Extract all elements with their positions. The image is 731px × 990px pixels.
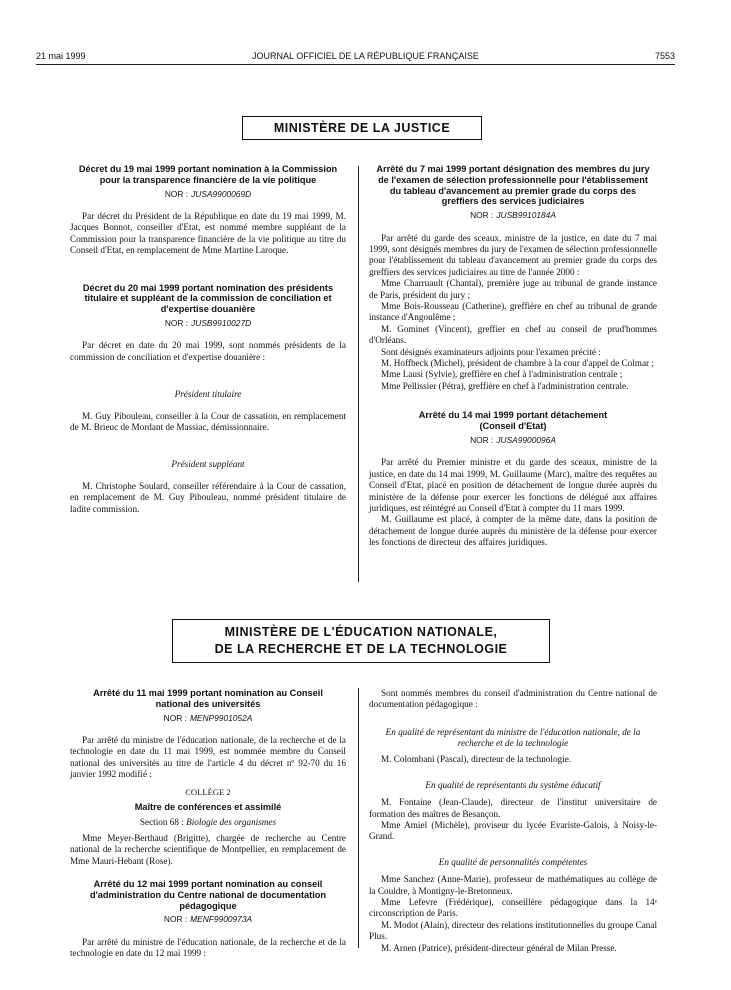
examinateurs-intro: Sont désignés examinateurs adjoints pour l'examen précité :	[381, 346, 601, 357]
sec1-left-column	[70, 164, 346, 515]
running-head-date: 21 mai 1999	[36, 51, 86, 61]
president-titulaire-heading: Président titulaire	[174, 389, 242, 400]
section-label: Section 68 :	[139, 817, 184, 828]
decree-20-mai-intro: Par décret en date du 20 mai 1999, sont nommés présidents de la commission de conciliation et d'expertise douanière :	[70, 340, 346, 362]
president-titulaire-body: M. Guy Pibouleau, conseiller à la Cour de cassation, en remplacement de M. Brieuc de Mordant de Massiac, démissionnaire.	[70, 410, 346, 433]
nor-label: NOR :	[163, 712, 187, 723]
arrete-14-mai-nor	[369, 435, 657, 446]
decree-19-mai-body: Par décret du Président de la République en date du 19 mai 1999, M. Jacques Bonnot, conseiller d'Etat, est nommé membre suppléant de la Commission pour la transparence financière de la vie politique au titre du Conseil d'Etat, en remplacement de Mme Martine Laroque.	[70, 211, 346, 256]
nor-code: JUSA9900069D	[191, 188, 252, 199]
cndp-intro: Sont nommés membres du conseil d'administration du Centre national de documentation pédagogique :	[369, 688, 657, 710]
member: Mme Amiel (Michèle), proviseur du lycée Evariste-Galois, à Noisy-le-Grand.	[369, 820, 657, 842]
nor-code: JUSB9910027D	[191, 318, 252, 329]
nor-code: MENF9900973A	[190, 914, 253, 925]
jury-member: M. Gominet (Vincent), greffier en chef au conseil de prud'hommes d'Orléans.	[369, 323, 657, 346]
sec1-column-rule	[358, 166, 359, 582]
member: M. Colombani (Pascal), directeur de la technologie.	[381, 754, 572, 765]
ministry-justice-banner	[242, 116, 482, 140]
nor-code: MENP9901052A	[189, 712, 253, 723]
member: M. Modot (Alain), directeur des relations institutionnelles du groupe Canal Plus.	[369, 919, 657, 942]
arrete-7-mai-nor	[369, 210, 657, 221]
examinateur: Mme Pellissier (Pétra), greffière en chef à l'administration centrale.	[381, 380, 629, 391]
decree-19-mai-title: Décret du 19 mai 1999 portant nomination à la Commission pour la transparence financière de la vie politique	[78, 164, 338, 185]
arrete-12-mai-nor	[70, 914, 346, 925]
representants-systeme-heading: En qualité de représentants du système éducatif	[425, 779, 601, 790]
arrete-11-mai-body: Par arrêté du ministre de l'éducation nationale, de la recherche et de la technologie en date du 11 mai 1999, est nommée membre du Conseil national des universités au titre de l'article 4 du décret nº 92-70 du 16 janvier 1992 modifié :	[70, 735, 346, 780]
arrete-12-mai-body: Par arrêté du ministre de l'éducation nationale, de la recherche et de la technologie en date du 12 mai 1999 :	[70, 936, 346, 959]
jury-member: Mme Bois-Rousseau (Catherine), greffière en chef au tribunal de grande instance d'Angoulême ;	[369, 301, 657, 323]
ministry-justice-title: MINISTÈRE DE LA JUSTICE	[273, 121, 451, 135]
arrete-14-mai-body-2: M. Guillaume est placé, à compter de la même date, dans la position de détachement de longue durée auprès du ministère de la défense pour exercer les fonctions de directeur des affaires juridiques.	[369, 514, 657, 548]
ministry-education-title-line1: MINISTÈRE DE L'ÉDUCATION NATIONALE,	[224, 625, 498, 639]
sec2-column-rule	[358, 688, 359, 948]
running-head-page: 7553	[654, 51, 675, 61]
ministry-education-banner	[172, 619, 550, 663]
jury-member: Mme Charruault (Chantal), première juge au tribunal de grande instance de Paris, président du jury ;	[369, 278, 657, 300]
decree-20-mai-title: Décret du 20 mai 1999 portant nomination des présidents titulaire et suppléant de la commission de conciliation et d'expertise douanière	[82, 282, 334, 315]
nor-label: NOR :	[470, 210, 494, 221]
decree-20-mai-nor	[70, 318, 346, 329]
ministry-education-title-line2: DE LA RECHERCHE ET DE LA TECHNOLOGIE	[214, 642, 508, 656]
personnalites-heading: En qualité de personnalités compétentes	[438, 856, 588, 867]
arrete-11-mai-nor	[70, 713, 346, 724]
member: M. Fontaine (Jean-Claude), directeur de l'institut universitaire de formation des maîtres de Besançon.	[369, 797, 657, 819]
section-name: Biologie des organismes	[186, 817, 277, 828]
arrete-11-mai-title: Arrêté du 11 mai 1999 portant nomination au Conseil national des universités	[93, 688, 323, 709]
arrete-7-mai-intro: Par arrêté du garde des sceaux, ministre de la justice, en date du 7 mai 1999, sont désignés membres du jury de l'examen de sélection professionnelle pour l'établissement du tableau d'avancement au premier grade du corps des greffiers des services judiciaires au titre de l'année 2000 :	[369, 232, 657, 277]
nor-code: JUSA9900096A	[496, 434, 556, 445]
running-head-rule	[36, 64, 675, 65]
college-heading: COLLÈGE 2	[185, 786, 231, 797]
examinateur: Mme Lausi (Sylvie), greffière en chef à l'administration centrale ;	[381, 369, 623, 380]
sec2-right-column	[369, 688, 657, 954]
sec2-left-column	[70, 688, 346, 960]
president-suppleant-body: M. Christophe Soulard, conseiller référendaire à la Cour de cassation, en remplacement de M. Guy Pibouleau, nommé président titulaire de ladite commission.	[70, 480, 346, 514]
grade-heading: Maître de conférences et assimilé	[134, 802, 282, 813]
arrete-12-mai-title: Arrêté du 12 mai 1999 portant nomination au conseil d'administration du Centre national de documentation pédagogique	[90, 879, 326, 911]
section-heading	[70, 817, 346, 828]
president-suppleant-heading: Président suppléant	[171, 459, 245, 470]
examinateur: M. Hoffbeck (Michel), président de chambre à la cour d'appel de Colmar ;	[381, 358, 654, 369]
member: Mme Sanchez (Anne-Marie), professeur de mathématiques au collège de la Couldre, à Montigny-le-Bretonneux.	[369, 874, 657, 896]
arrete-14-mai-title: Arrêté du 14 mai 1999 portant détachement (Conseil d'Etat)	[418, 410, 608, 432]
nomination-body: Mme Meyer-Berthaud (Brigitte), chargée de recherche au Centre national de la recherche scientifique de Montpellier, en remplacement de Mme Mauri-Hebant (Rose).	[70, 832, 346, 866]
arrete-7-mai-title: Arrêté du 7 mai 1999 portant désignation des membres du jury de l'examen de sélection professionnelle pour l'établissement du tableau d'avancement au premier grade du corps des greffiers des services judiciaires	[376, 164, 650, 207]
nor-code: JUSB9910184A	[496, 210, 556, 221]
representant-ministre-heading: En qualité de représentant du ministre de l'éducation nationale, de la recherche et de la technologie	[385, 726, 641, 748]
nor-label: NOR :	[470, 434, 494, 445]
member: Mme Lefevre (Frédérique), conseillère pédagogique dans la 14ᵉ circonscription de Paris.	[369, 897, 657, 919]
nor-label: NOR :	[163, 914, 188, 925]
decree-19-mai-nor	[70, 189, 346, 200]
nor-label: NOR :	[164, 188, 189, 199]
sec1-right-column	[369, 164, 657, 549]
member: M. Arnen (Patrice), président-directeur général de Milan Presse.	[381, 942, 617, 953]
running-head-journal: JOURNAL OFFICIEL DE LA RÉPUBLIQUE FRANÇAISE	[252, 51, 479, 61]
arrete-14-mai-body: Par arrêté du Premier ministre et du garde des sceaux, ministre de la justice, en date du 14 mai 1999, M. Guillaume (Marc), maître des requêtes au Conseil d'Etat, placé en position de détachement de longue durée auprès du ministère de la défense pour exercer les fonctions de délégué aux affaires juridiques, est réintégré au Conseil d'Etat à compter du 11 mars 1999.	[369, 457, 657, 513]
nor-label: NOR :	[164, 318, 189, 329]
